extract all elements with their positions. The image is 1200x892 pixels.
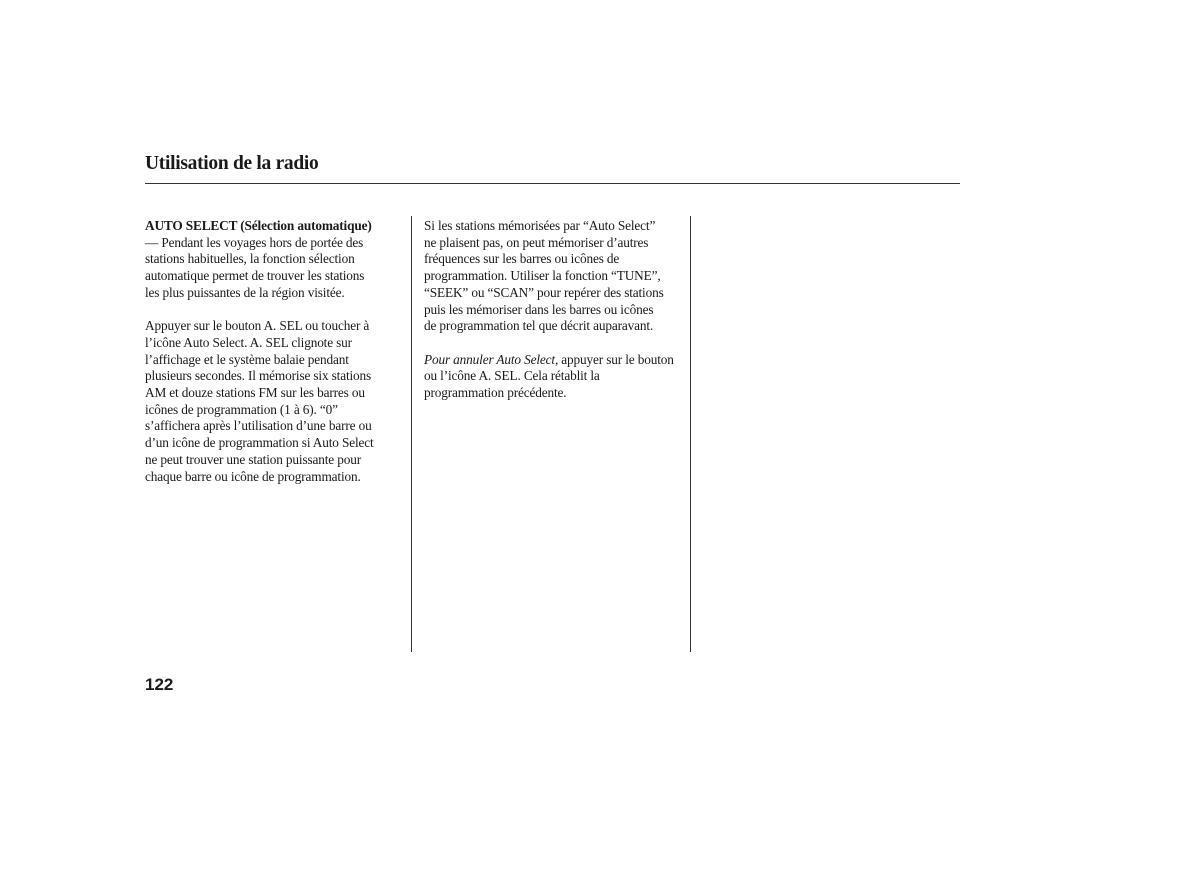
text-line: puis les mémoriser dans les barres ou icônes	[424, 301, 654, 317]
text-line: programmation précédente.	[424, 385, 567, 401]
manual-preset-paragraph	[424, 218, 686, 335]
text-line: Si les stations mémorisées par “Auto Select”	[424, 218, 656, 233]
text-line: “SEEK” ou “SCAN” pour repérer des stations	[424, 284, 664, 300]
column-divider	[411, 216, 412, 652]
text-line: icônes de programmation (1 à 6). “0”	[145, 401, 338, 417]
text-line: plusieurs secondes. Il mémorise six stations	[145, 368, 372, 384]
right-column	[424, 218, 686, 418]
cancel-lead-in: Pour annuler Auto Select,	[424, 351, 559, 367]
cancel-auto-select-paragraph	[424, 352, 686, 402]
auto-select-heading: AUTO SELECT (Sélection automatique)	[145, 218, 372, 233]
text-line: AM et douze stations FM sur les barres ou	[145, 385, 365, 401]
text-line	[424, 352, 686, 369]
a-sel-paragraph	[145, 318, 397, 485]
text-line: fréquences sur les barres ou icônes de	[424, 251, 620, 267]
text-line: automatique permet de trouver les stations	[145, 268, 365, 284]
auto-select-paragraph	[145, 218, 397, 302]
text-line: Appuyer sur le bouton A. SEL ou toucher à	[145, 318, 370, 334]
page-number: 122	[145, 675, 174, 694]
cancel-lead-rest: appuyer sur le bouton	[558, 351, 674, 367]
text-line: de programmation tel que décrit auparavant.	[424, 318, 654, 334]
text-line: ou l’icône A. SEL. Cela rétablit la	[424, 368, 600, 384]
text-line: stations habituelles, la fonction sélection	[145, 251, 355, 267]
text-line: les plus puissantes de la région visitée.	[145, 284, 345, 300]
page-title: Utilisation de la radio	[145, 153, 319, 174]
text-line: — Pendant les voyages hors de portée des	[145, 234, 364, 250]
title-rule	[145, 183, 960, 184]
text-line: ne plaisent pas, on peut mémoriser d’autres	[424, 234, 649, 250]
text-line: d’un icône de programmation si Auto Select	[145, 435, 374, 451]
text-line: programmation. Utiliser la fonction “TUNE”,	[424, 268, 661, 284]
text-line: l’icône Auto Select. A. SEL clignote sur	[145, 334, 352, 350]
text-line: ne peut trouver une station puissante pour	[145, 451, 362, 467]
text-line: s’affichera après l’utilisation d’une barre ou	[145, 418, 372, 434]
text-line: chaque barre ou icône de programmation.	[145, 468, 361, 484]
left-column	[145, 218, 397, 502]
text-line: l’affichage et le système balaie pendant	[145, 351, 349, 367]
column-divider	[690, 216, 691, 652]
